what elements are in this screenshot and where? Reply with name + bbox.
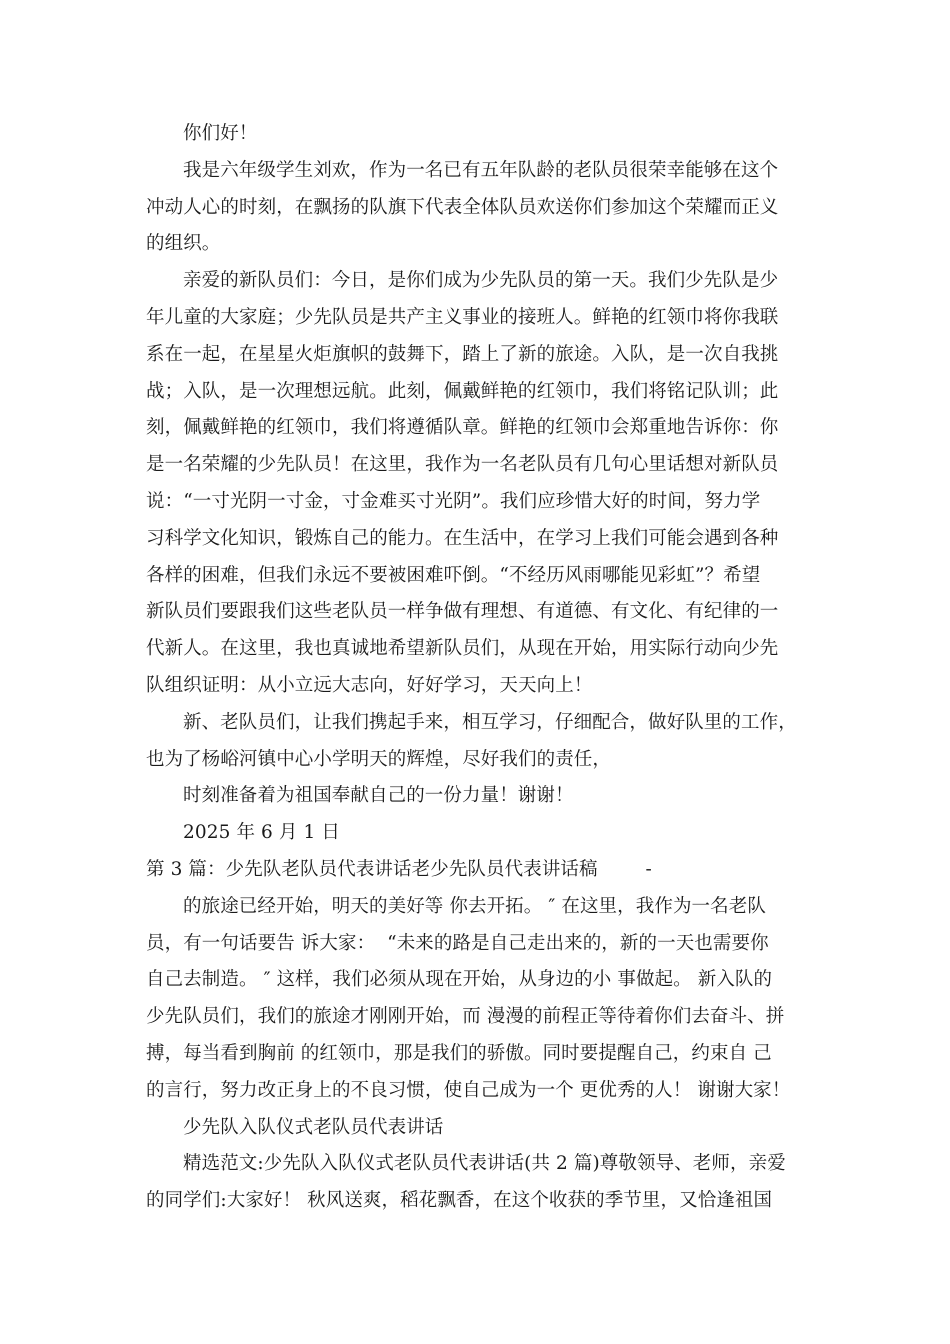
text-line: 我是六年级学生刘欢，作为一名已有五年队龄的老队员很荣幸能够在这个 xyxy=(183,159,779,181)
text-line: 战；入队，是一次理想远航。此刻，佩戴鲜艳的红领巾，我们将铭记队训；此 xyxy=(146,380,779,402)
text-line: 是一名荣耀的少先队员！在这里，我作为一名老队员有几句心里话想对新队员 xyxy=(146,454,779,476)
text-line: 时刻准备着为祖国奉献自己的一份力量！谢谢！ xyxy=(183,785,574,807)
text-line: 的言行，努力改正身上的不良习惯，使自己成为一个 更优秀的人！ 谢谢大家！ xyxy=(146,1079,791,1101)
text-line: 的旅途已经开始，明天的美好等 你去开拓。 ″ 在这里，我作为一名老队 xyxy=(183,895,766,917)
text-line: 年儿童的大家庭；少先队员是共产主义事业的接班人。鲜艳的红领巾将你我联 xyxy=(146,306,779,328)
text-line: 第 3 篇：少先队老队员代表讲话老少先队员代表讲话稿 - xyxy=(146,858,652,880)
text-line: 刻，佩戴鲜艳的红领巾，我们将遵循队章。鲜艳的红领巾会郑重地告诉你：你 xyxy=(146,417,779,439)
text-line: 你们好！ xyxy=(183,123,258,144)
text-line: 自己去制造。 ″ 这样，我们必须从现在开始，从身边的小 事做起。 新入队的 xyxy=(146,969,773,991)
text-line: 冲动人心的时刻，在飘扬的队旗下代表全体队员欢送你们参加这个荣耀而正义 xyxy=(146,196,779,218)
text-line: 新队员们要跟我们这些老队员一样争做有理想、有道德、有文化、有纪律的一 xyxy=(146,601,779,623)
text-line: 的同学们:大家好！ 秋风送爽，稻花飘香，在这个收获的季节里，又恰逢祖国 xyxy=(146,1190,773,1212)
text-line: 新、老队员们，让我们携起手来，相互学习，仔细配合，做好队里的工作， xyxy=(183,711,797,733)
text-line: 精选范文:少先队入队仪式老队员代表讲话(共 2 篇)尊敬领导、老师，亲爱 xyxy=(183,1153,786,1175)
text-line: 代新人。在这里，我也真诚地希望新队员们，从现在开始，用实际行动向少先 xyxy=(146,638,779,660)
text-line: 2025 年 6 月 1 日 xyxy=(183,822,340,844)
text-line: 少先队员们，我们的旅途才刚刚开始，而 漫漫的前程正等待着你们去奋斗、拼 xyxy=(146,1006,785,1028)
text-line: 说：“一寸光阴一寸金，寸金难买寸光阴”。我们应珍惜大好的时间，努力学 xyxy=(146,490,761,512)
text-line: 少先队入队仪式老队员代表讲话 xyxy=(183,1116,444,1138)
text-line: 习科学文化知识，锻炼自己的能力。在生活中，在学习上我们可能会遇到各种 xyxy=(146,527,779,549)
text-line: 也为了杨峪河镇中心小学明天的辉煌，尽好我们的责任， xyxy=(146,748,612,770)
text-line: 员，有一句话要告 诉大家： “未来的路是自己走出来的，新的一天也需要你 xyxy=(146,932,769,954)
text-line: 的组织。 xyxy=(146,233,221,255)
text-line: 系在一起，在星星火炬旗帜的鼓舞下，踏上了新的旅途。入队，是一次自我挑 xyxy=(146,343,779,365)
text-line: 队组织证明：从小立远大志向，好好学习，天天向上！ xyxy=(146,674,593,696)
text-line: 亲爱的新队员们：今日，是你们成为少先队员的第一天。我们少先队是少 xyxy=(183,270,779,292)
document-body xyxy=(146,116,810,1220)
text-line: 搏，每当看到胸前 的红领巾，那是我们的骄傲。同时要提醒自己，约束自 己 xyxy=(146,1042,772,1064)
text-line: 各样的困难，但我们永远不要被困难吓倒。“不经历风雨哪能见彩虹”？希望 xyxy=(146,564,761,586)
